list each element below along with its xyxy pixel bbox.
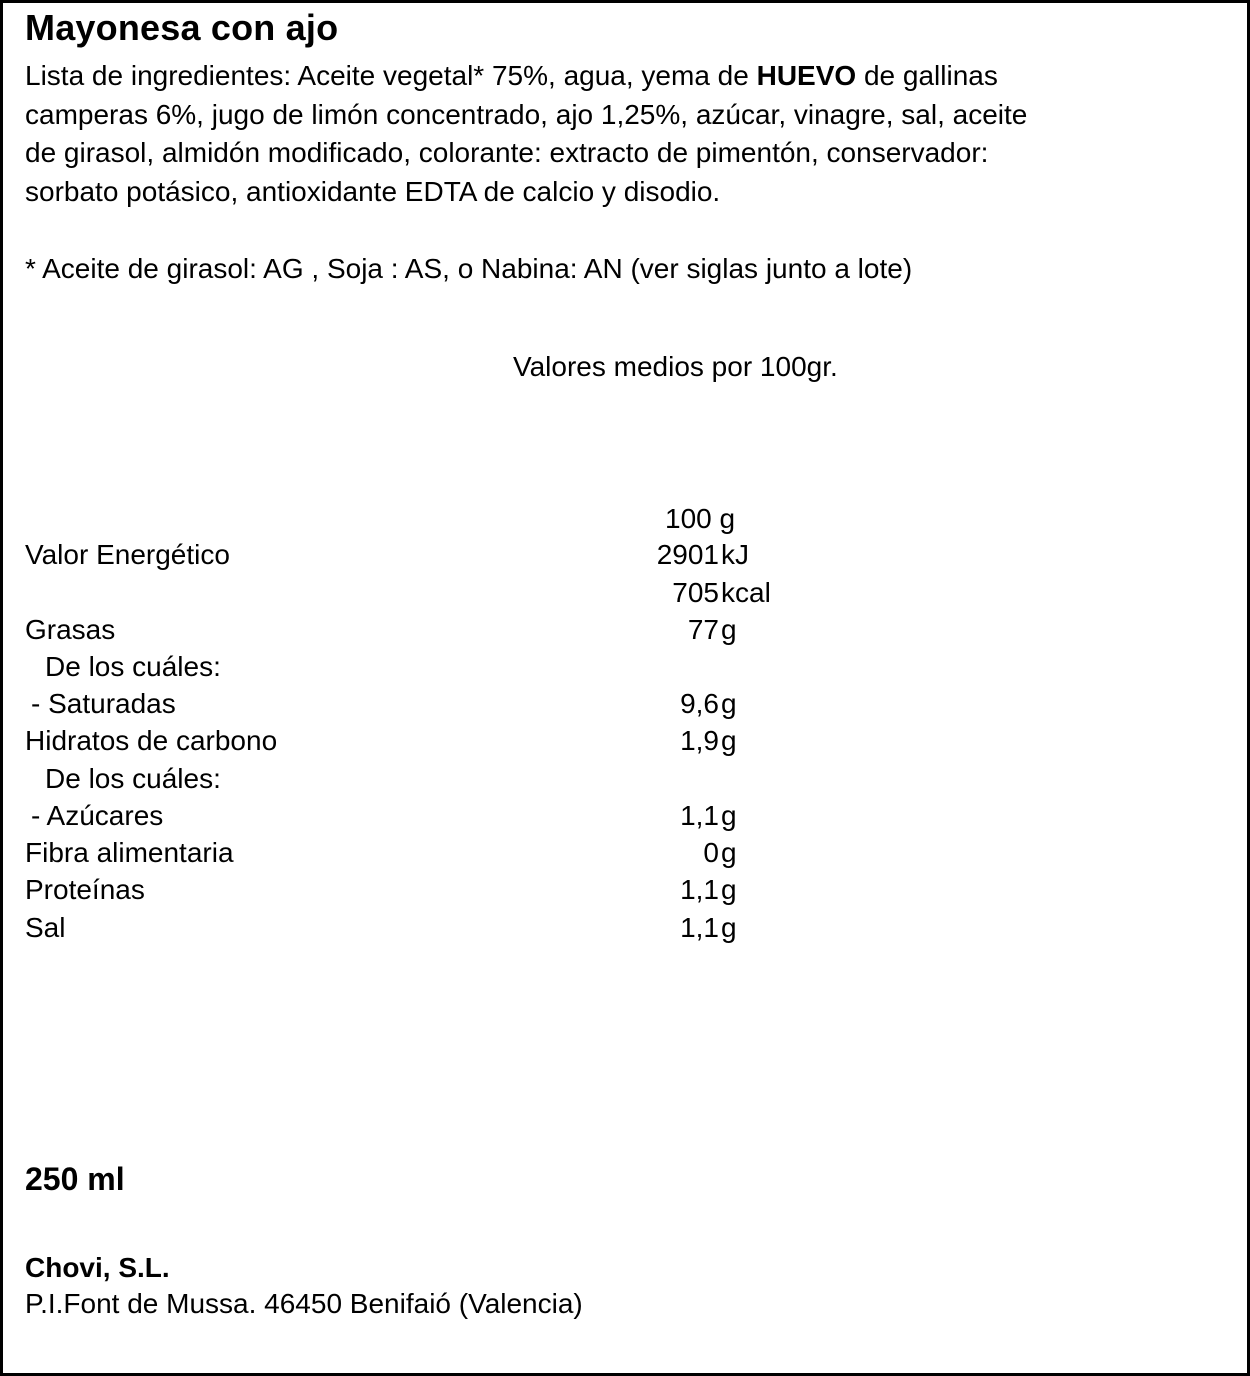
nutrition-row-label: Grasas — [25, 614, 116, 645]
nutrition-row-unit: g — [721, 912, 737, 943]
nutrition-column-header: 100 g — [665, 503, 736, 534]
nutrition-row-label: - Saturadas — [31, 688, 176, 719]
nutrition-row-unit: g — [721, 800, 737, 831]
nutrition-row-value: 1,1 — [680, 912, 719, 943]
nutrition-row-unit: g — [721, 688, 737, 719]
company-address: P.I.Font de Mussa. 46450 Benifaió (Valencia) — [25, 1288, 583, 1319]
nutrition-row-unit: g — [721, 614, 737, 645]
ingredients-text: de gallinas — [856, 60, 998, 91]
ingredients-line-4: sorbato potásico, antioxidante EDTA de calcio y disodio. — [25, 175, 721, 207]
net-volume: 250 ml — [25, 1161, 125, 1197]
nutrition-row-unit: kcal — [721, 577, 771, 608]
nutrition-row-label: Proteínas — [25, 874, 145, 905]
nutrition-row-unit: g — [721, 725, 737, 756]
nutrition-row-label: - Azúcares — [31, 800, 164, 831]
nutrition-row-label: Hidratos de carbono — [25, 725, 278, 756]
nutrition-row-value: 705 — [672, 577, 719, 608]
nutrition-row-value: 0 — [703, 837, 719, 868]
nutrition-row-value: 77 — [687, 614, 719, 645]
ingredients-text: Lista de ingredientes: Aceite vegetal* 75%, agua, yema de — [25, 60, 757, 91]
nutrition-row-label: Fibra alimentaria — [25, 837, 234, 868]
nutrition-row-unit: kJ — [721, 539, 749, 570]
nutrition-row-label: Valor Energético — [25, 539, 230, 570]
ingredients-list — [25, 57, 1225, 211]
nutrition-row-label: De los cuáles: — [45, 651, 221, 682]
ingredients-line-2: camperas 6%, jugo de limón concentrado, ajo 1,25%, azúcar, vinagre, sal, aceite — [25, 98, 1028, 130]
allergen-highlight: HUEVO — [756, 60, 857, 91]
product-title: Mayonesa con ajo — [25, 7, 339, 48]
nutrition-row-label: Sal — [25, 912, 66, 943]
nutrition-row-value: 2901 — [656, 539, 719, 570]
nutrition-row-unit: g — [721, 874, 737, 905]
nutrition-heading: Valores medios por 100gr. — [513, 351, 838, 382]
nutrition-row-value: 9,6 — [680, 688, 719, 719]
nutrition-row-label: De los cuáles: — [45, 763, 221, 794]
company-name: Chovi, S.L. — [25, 1252, 170, 1283]
nutrition-row-unit: g — [721, 837, 737, 868]
nutrition-row-value: 1,9 — [680, 725, 719, 756]
oil-note: * Aceite de girasol: AG , Soja : AS, o Nabina: AN (ver siglas junto a lote) — [25, 253, 913, 284]
nutrition-row-value: 1,1 — [680, 874, 719, 905]
nutrition-row-value: 1,1 — [680, 800, 719, 831]
ingredients-line-3: de girasol, almidón modificado, colorante: extracto de pimentón, conservador: — [25, 137, 989, 168]
ingredients-line-1 — [25, 57, 1225, 96]
